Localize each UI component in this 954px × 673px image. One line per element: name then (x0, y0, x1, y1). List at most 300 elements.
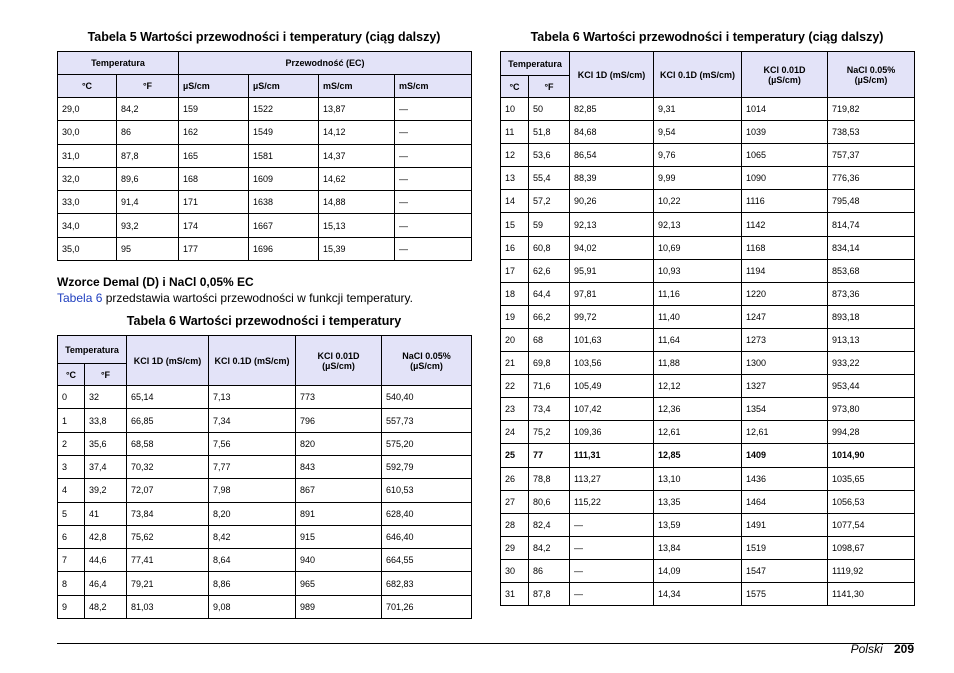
section-heading: Wzorce Demal (D) i NaCl 0,05% EC (57, 275, 254, 290)
table-cell: 1119,92 (828, 559, 915, 582)
table-cell: 168 (179, 167, 249, 190)
table-cell: 13,10 (654, 467, 742, 490)
table-row (58, 479, 472, 502)
table-cell: 10 (501, 98, 529, 121)
table-cell: 9 (58, 595, 85, 618)
table-cell: 682,83 (382, 572, 472, 595)
footer-rule (57, 643, 914, 644)
table6-right-caption: Tabela 6 Wartości przewodności i temperatury (ciąg dalszy) (530, 30, 884, 44)
table-row (501, 213, 915, 236)
table-cell: 23 (501, 398, 529, 421)
table-cell: 1638 (249, 191, 319, 214)
table5 (57, 51, 472, 261)
table-cell: 14,62 (319, 167, 395, 190)
table-row (501, 467, 915, 490)
table-row (501, 513, 915, 536)
table-cell: 62,6 (529, 259, 570, 282)
table-cell: 10,22 (654, 190, 742, 213)
table-cell: 8,64 (209, 549, 296, 572)
table-cell: 1547 (742, 559, 828, 582)
table-cell: 66,2 (529, 305, 570, 328)
table-cell: 42,8 (85, 525, 127, 548)
table-cell: 14,09 (654, 559, 742, 582)
table-cell: 64,4 (529, 282, 570, 305)
table5-unit: µS/cm (179, 75, 249, 98)
table-row (501, 444, 915, 467)
table-row (58, 98, 472, 121)
table-cell: 1519 (742, 536, 828, 559)
table-cell: 1575 (742, 582, 828, 605)
table-cell: 11,16 (654, 282, 742, 305)
table6-left-unit: °C (58, 364, 85, 386)
table-cell: 1035,65 (828, 467, 915, 490)
table6-left-header: KCl 0.1D (mS/cm) (209, 336, 296, 386)
table-cell: 1522 (249, 98, 319, 121)
table-cell: 1077,54 (828, 513, 915, 536)
table-cell: 1327 (742, 375, 828, 398)
table-cell: 12,61 (654, 421, 742, 444)
table-cell: 75,62 (127, 525, 209, 548)
table-cell: 10,93 (654, 259, 742, 282)
section-paragraph (57, 291, 471, 305)
table-row (501, 421, 915, 444)
table-cell: 1354 (742, 398, 828, 421)
table-cell: 29,0 (58, 98, 117, 121)
table-cell: 80,6 (529, 490, 570, 513)
table-cell: 86 (529, 559, 570, 582)
table-cell: 575,20 (382, 432, 472, 455)
table-cell: 8,20 (209, 502, 296, 525)
table-cell: 115,22 (570, 490, 654, 513)
table-cell: 15 (501, 213, 529, 236)
table-cell: 14,37 (319, 144, 395, 167)
table-cell: 965 (296, 572, 382, 595)
table-row (501, 582, 915, 605)
table-cell: 973,80 (828, 398, 915, 421)
table-cell: 1116 (742, 190, 828, 213)
table-cell: 9,31 (654, 98, 742, 121)
table-cell: 41 (85, 502, 127, 525)
table5-unit: °C (58, 75, 117, 98)
table-cell: — (395, 144, 472, 167)
table-cell: 30 (501, 559, 529, 582)
table5-caption: Tabela 5 Wartości przewodności i temperatury (ciąg dalszy) (87, 30, 441, 44)
table-cell: 14 (501, 190, 529, 213)
table-cell: 12,12 (654, 375, 742, 398)
table-row (58, 455, 472, 478)
table-cell: 59 (529, 213, 570, 236)
table-row (501, 490, 915, 513)
table-cell: 57,2 (529, 190, 570, 213)
table-row (501, 328, 915, 351)
table-cell: 162 (179, 121, 249, 144)
table-cell: 989 (296, 595, 382, 618)
table-cell: 88,39 (570, 167, 654, 190)
table-cell: 843 (296, 455, 382, 478)
table-cell: 50 (529, 98, 570, 121)
table-row (501, 305, 915, 328)
table-cell: 11 (501, 121, 529, 144)
table-cell: 7,34 (209, 409, 296, 432)
table-row (58, 409, 472, 432)
table-cell: 73,4 (529, 398, 570, 421)
table-cell: 12,61 (742, 421, 828, 444)
table-cell: 44,6 (85, 549, 127, 572)
table-cell: 1142 (742, 213, 828, 236)
table-cell: 994,28 (828, 421, 915, 444)
table-row (501, 98, 915, 121)
table-row (58, 502, 472, 525)
table-cell: 773 (296, 386, 382, 409)
table6-left-body (58, 386, 472, 619)
table-cell: 7,13 (209, 386, 296, 409)
table6-right-header: KCl 1D (mS/cm) (570, 52, 654, 98)
table-cell: 35,0 (58, 237, 117, 260)
table-cell: 953,44 (828, 375, 915, 398)
table-row (58, 525, 472, 548)
table-cell: 873,36 (828, 282, 915, 305)
table-cell: 95,91 (570, 259, 654, 282)
table-cell: 1039 (742, 121, 828, 144)
table-row (501, 121, 915, 144)
table6-right-header: KCl 0.01D (µS/cm) (742, 52, 828, 98)
table-cell: 174 (179, 214, 249, 237)
table-cell: 95 (117, 237, 179, 260)
table-cell: 1 (58, 409, 85, 432)
table-cell: 9,54 (654, 121, 742, 144)
table-cell: 65,14 (127, 386, 209, 409)
table-cell: 17 (501, 259, 529, 282)
table-row (58, 386, 472, 409)
table-cell: 101,63 (570, 328, 654, 351)
table6-right-header: KCl 0.1D (mS/cm) (654, 52, 742, 98)
table-cell: 11,88 (654, 352, 742, 375)
table-cell: 9,76 (654, 144, 742, 167)
table-cell: 646,40 (382, 525, 472, 548)
table-cell: 86,54 (570, 144, 654, 167)
table-cell: 75,2 (529, 421, 570, 444)
table-cell: 891 (296, 502, 382, 525)
table-row (58, 432, 472, 455)
table6-left-header: KCl 1D (mS/cm) (127, 336, 209, 386)
table-cell: 87,8 (117, 144, 179, 167)
table-cell: 796 (296, 409, 382, 432)
table-cell: 7,98 (209, 479, 296, 502)
table-cell: 69,8 (529, 352, 570, 375)
table-cell: 68 (529, 328, 570, 351)
table-cell: 1609 (249, 167, 319, 190)
table6-left-header: NaCl 0.05% (µS/cm) (382, 336, 472, 386)
table-cell: 9,99 (654, 167, 742, 190)
table-cell: 1549 (249, 121, 319, 144)
table-cell: 701,26 (382, 595, 472, 618)
table-cell: 79,21 (127, 572, 209, 595)
table-cell: 14,12 (319, 121, 395, 144)
table-cell: — (395, 98, 472, 121)
table-cell: 940 (296, 549, 382, 572)
table-cell: 82,85 (570, 98, 654, 121)
table-cell: 78,8 (529, 467, 570, 490)
table-cell: 30,0 (58, 121, 117, 144)
table-cell: 1014 (742, 98, 828, 121)
table-cell: 87,8 (529, 582, 570, 605)
table6-right-body (501, 98, 915, 606)
table6-left-header: Temperatura (58, 336, 127, 364)
table-cell: 37,4 (85, 455, 127, 478)
page-footer (851, 642, 914, 656)
table-row (501, 236, 915, 259)
table-cell: 8 (58, 572, 85, 595)
table-cell: 73,84 (127, 502, 209, 525)
table-row (58, 572, 472, 595)
table-cell: 1247 (742, 305, 828, 328)
table-cell: 19 (501, 305, 529, 328)
table5-unit: mS/cm (319, 75, 395, 98)
table-cell: 540,40 (382, 386, 472, 409)
table-cell: 2 (58, 432, 85, 455)
table5-body (58, 98, 472, 261)
table-cell: 28 (501, 513, 529, 536)
table6-left-caption: Tabela 6 Wartości przewodności i temperatury (126, 314, 402, 329)
table-cell: 13,84 (654, 536, 742, 559)
table-cell: — (570, 582, 654, 605)
table-cell: — (570, 559, 654, 582)
table-cell: 13 (501, 167, 529, 190)
table-row (58, 595, 472, 618)
table-cell: — (395, 237, 472, 260)
table-cell: 8,86 (209, 572, 296, 595)
table-cell: — (395, 191, 472, 214)
table-row (501, 167, 915, 190)
table-cell: 14,88 (319, 191, 395, 214)
table6-link[interactable]: Tabela 6 (57, 291, 103, 306)
table-row (501, 282, 915, 305)
table-cell: 610,53 (382, 479, 472, 502)
table-cell: 1056,53 (828, 490, 915, 513)
table-row (501, 375, 915, 398)
table-cell: 3 (58, 455, 85, 478)
table-cell: 795,48 (828, 190, 915, 213)
table5-unit: mS/cm (395, 75, 472, 98)
table-cell: 1220 (742, 282, 828, 305)
table-cell: 13,35 (654, 490, 742, 513)
table-cell: 51,8 (529, 121, 570, 144)
table-row (501, 536, 915, 559)
table6-right-unit: °C (501, 76, 529, 98)
table-cell: 1090 (742, 167, 828, 190)
table-cell: 12 (501, 144, 529, 167)
table-cell: 719,82 (828, 98, 915, 121)
table-cell: 1581 (249, 144, 319, 167)
table-cell: 8,42 (209, 525, 296, 548)
table-cell: 68,58 (127, 432, 209, 455)
table-cell: 32,0 (58, 167, 117, 190)
table-row (58, 214, 472, 237)
table-cell: 48,2 (85, 595, 127, 618)
table-cell: 26 (501, 467, 529, 490)
table5-unit: °F (117, 75, 179, 98)
table-cell: 16 (501, 236, 529, 259)
table-cell: 7,77 (209, 455, 296, 478)
table-cell: 1667 (249, 214, 319, 237)
table-cell: 13,59 (654, 513, 742, 536)
table-cell: 10,69 (654, 236, 742, 259)
table-cell: 32 (85, 386, 127, 409)
table-cell: 22 (501, 375, 529, 398)
table-cell: 159 (179, 98, 249, 121)
table-cell: 46,4 (85, 572, 127, 595)
table6-right-header: NaCl 0.05% (µS/cm) (828, 52, 915, 98)
page-number: 209 (893, 642, 914, 656)
table-cell: 867 (296, 479, 382, 502)
table-row (501, 259, 915, 282)
table-cell: 1464 (742, 490, 828, 513)
table-cell: 84,68 (570, 121, 654, 144)
table-cell: 1273 (742, 328, 828, 351)
table-row (501, 144, 915, 167)
table-cell: 9,08 (209, 595, 296, 618)
table-cell: 29 (501, 536, 529, 559)
table-cell: 60,8 (529, 236, 570, 259)
table-cell: 853,68 (828, 259, 915, 282)
table-cell: 18 (501, 282, 529, 305)
table-cell: 111,31 (570, 444, 654, 467)
table6-left-unit: °F (85, 364, 127, 386)
table6-right (500, 51, 915, 606)
table6-left-header: KCl 0.01D (µS/cm) (296, 336, 382, 386)
table-cell: 27 (501, 490, 529, 513)
table-cell: — (395, 121, 472, 144)
table-cell: 21 (501, 352, 529, 375)
table6-left (57, 335, 472, 619)
table-cell: 24 (501, 421, 529, 444)
table5-header-temperature: Temperatura (58, 52, 179, 75)
table-cell: 664,55 (382, 549, 472, 572)
table-row (58, 237, 472, 260)
table-row (501, 559, 915, 582)
table-row (58, 549, 472, 572)
table-cell: 33,0 (58, 191, 117, 214)
table-cell: 33,8 (85, 409, 127, 432)
table-cell: 557,73 (382, 409, 472, 432)
table-cell: 12,36 (654, 398, 742, 421)
table-cell: 70,32 (127, 455, 209, 478)
table-cell: 6 (58, 525, 85, 548)
table-row (58, 191, 472, 214)
table-cell: 53,6 (529, 144, 570, 167)
section-text: przedstawia wartości przewodności w funkcji temperatury. (102, 291, 413, 306)
table-cell: 913,13 (828, 328, 915, 351)
table-cell: 592,79 (382, 455, 472, 478)
table-cell: 39,2 (85, 479, 127, 502)
left-column (57, 30, 471, 619)
table5-unit: µS/cm (249, 75, 319, 98)
table-cell: 71,6 (529, 375, 570, 398)
table-cell: 834,14 (828, 236, 915, 259)
table-cell: 165 (179, 144, 249, 167)
table-cell: 1141,30 (828, 582, 915, 605)
table-cell: 820 (296, 432, 382, 455)
table-cell: 177 (179, 237, 249, 260)
table-cell: 20 (501, 328, 529, 351)
table-cell: 72,07 (127, 479, 209, 502)
table-cell: 1098,67 (828, 536, 915, 559)
table-cell: 55,4 (529, 167, 570, 190)
table-cell: 757,37 (828, 144, 915, 167)
footer-language: Polski (850, 642, 883, 656)
table-cell: 81,03 (127, 595, 209, 618)
table-cell: 15,39 (319, 237, 395, 260)
table-row (58, 121, 472, 144)
table-cell: 92,13 (570, 213, 654, 236)
table-cell: 7,56 (209, 432, 296, 455)
table-cell: 84,2 (529, 536, 570, 559)
table-cell: 1300 (742, 352, 828, 375)
table-cell: 109,36 (570, 421, 654, 444)
table-cell: 628,40 (382, 502, 472, 525)
table-cell: 93,2 (117, 214, 179, 237)
table-cell: 915 (296, 525, 382, 548)
table-cell: 66,85 (127, 409, 209, 432)
table-cell: 31,0 (58, 144, 117, 167)
table-cell: 1491 (742, 513, 828, 536)
table-cell: 171 (179, 191, 249, 214)
table6-right-header: Temperatura (501, 52, 570, 76)
table-cell: 1168 (742, 236, 828, 259)
table-cell: 35,6 (85, 432, 127, 455)
table-cell: 97,81 (570, 282, 654, 305)
table-row (58, 144, 472, 167)
table-cell: 107,42 (570, 398, 654, 421)
table-cell: 25 (501, 444, 529, 467)
table-cell: 84,2 (117, 98, 179, 121)
table-cell: 933,22 (828, 352, 915, 375)
table-cell: 94,02 (570, 236, 654, 259)
right-column (500, 30, 914, 606)
table-cell: 738,53 (828, 121, 915, 144)
table-cell: 34,0 (58, 214, 117, 237)
table-cell: 92,13 (654, 213, 742, 236)
table-cell: 90,26 (570, 190, 654, 213)
table-row (501, 352, 915, 375)
table-cell: 776,36 (828, 167, 915, 190)
table-cell: 11,64 (654, 328, 742, 351)
table-cell: 1409 (742, 444, 828, 467)
table-cell: 893,18 (828, 305, 915, 328)
table-cell: 113,27 (570, 467, 654, 490)
table-cell: 13,87 (319, 98, 395, 121)
table-row (501, 398, 915, 421)
table-cell: 814,74 (828, 213, 915, 236)
table-cell: 103,56 (570, 352, 654, 375)
table-cell: 7 (58, 549, 85, 572)
table-cell: — (570, 513, 654, 536)
table-cell: 86 (117, 121, 179, 144)
table-cell: 77 (529, 444, 570, 467)
table-cell: 77,41 (127, 549, 209, 572)
table-cell: 1696 (249, 237, 319, 260)
table-cell: 1065 (742, 144, 828, 167)
table-cell: 4 (58, 479, 85, 502)
table-cell: 82,4 (529, 513, 570, 536)
table-cell: 99,72 (570, 305, 654, 328)
table-cell: 1436 (742, 467, 828, 490)
table-cell: — (570, 536, 654, 559)
table-cell: 15,13 (319, 214, 395, 237)
table-cell: — (395, 214, 472, 237)
table-cell: — (395, 167, 472, 190)
table-cell: 0 (58, 386, 85, 409)
